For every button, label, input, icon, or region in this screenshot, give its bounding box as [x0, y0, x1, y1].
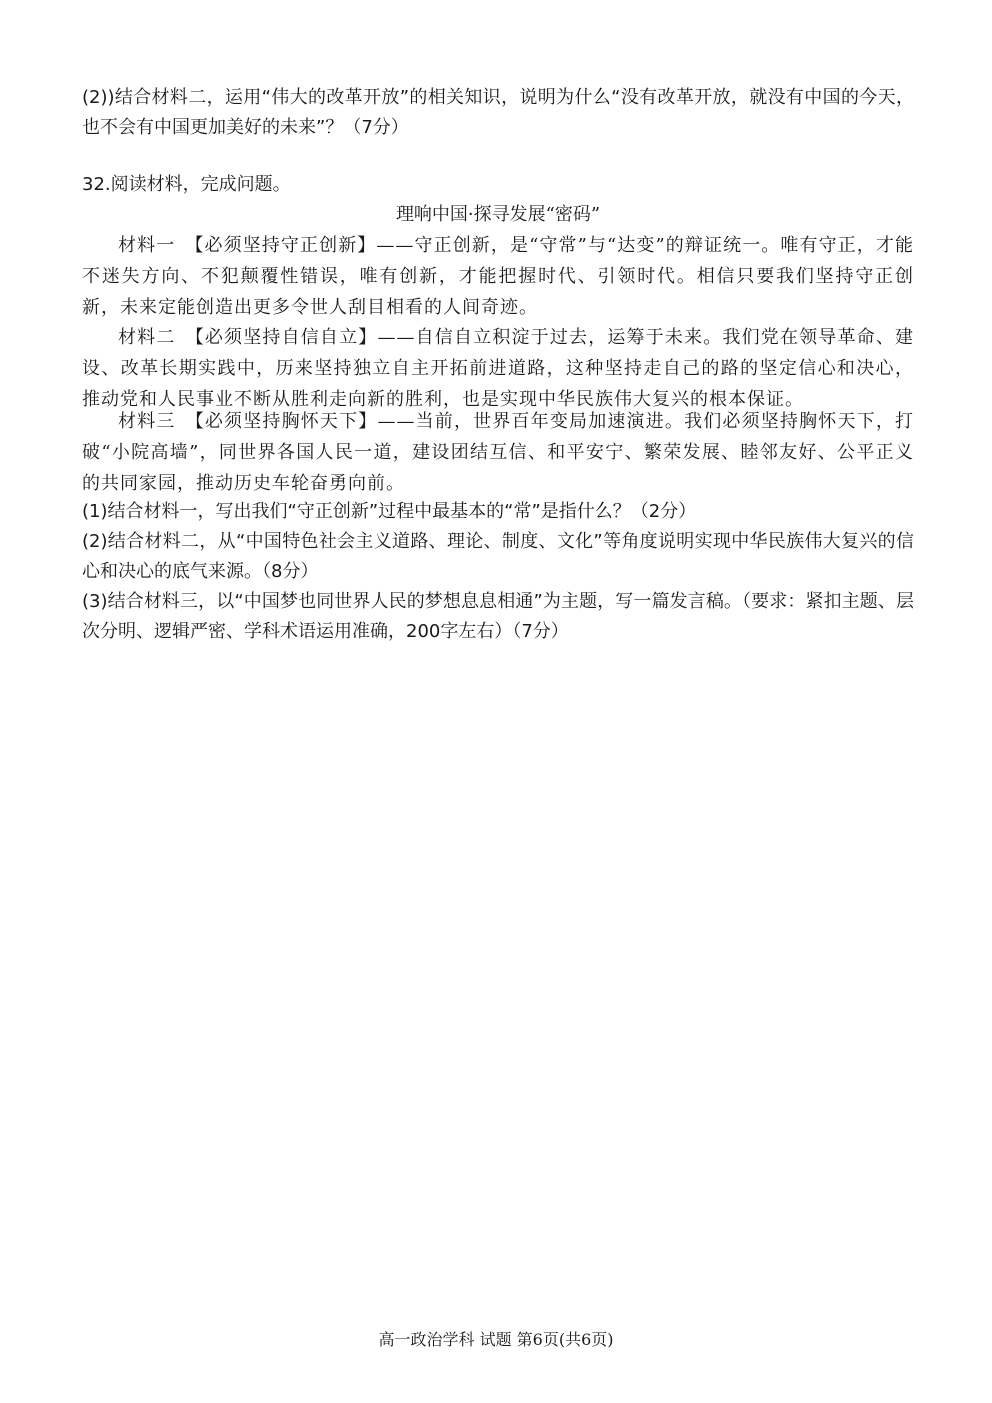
question-32-heading: 32.阅读材料，完成问题。	[82, 174, 291, 195]
sub-question-2: (2)结合材料二，从“中国特色社会主义道路、理论、制度、文化”等角度说明实现中华民族伟大复兴的信心和决心的底气来源。（8分）	[82, 531, 914, 582]
question-32-title: 理响中国·探寻发展“密码”	[395, 204, 601, 225]
material-2: 材料二 【必须坚持自信自立】——自信自立积淀于过去，运筹于未来。我们党在领导革命、建设、改革长期实践中，历来坚持独立自主开拓前进道路，这种坚持走自己的路的坚定信心和决心，推动党和人民事业不断从胜利走向新的胜利，也是实现中华民族伟大复兴的根本保证。	[82, 327, 914, 410]
material-3: 材料三 【必须坚持胸怀天下】——当前，世界百年变局加速演进。我们必须坚持胸怀天下，打破“小院高墙”，同世界各国人民一道，建设团结互信、和平安宁、繁荣发展、睦邻友好、公平正义的共同家园，推动历史车轮奋勇向前。	[82, 411, 914, 494]
prev-question-part2: (2))结合材料二，运用“伟大的改革开放”的相关知识，说明为什么“没有改革开放，就没有中国的今天，也不会有中国更加美好的未来”？（7分）	[82, 87, 914, 138]
sub-question-3: (3)结合材料三，以“中国梦也同世界人民的梦想息息相通”为主题，写一篇发言稿。（要求：紧扣主题、层次分明、逻辑严密、学科术语运用准确，200字左右）（7分）	[82, 591, 914, 642]
sub-question-1: (1)结合材料一，写出我们“守正创新”过程中最基本的“常”是指什么？（2分）	[82, 501, 697, 522]
page-footer: 高一政治学科 试题 第6页(共6页)	[378, 1330, 614, 1349]
material-1: 材料一 【必须坚持守正创新】——守正创新，是“守常”与“达变”的辩证统一。唯有守正，才能不迷失方向、不犯颠覆性错误，唯有创新，才能把握时代、引领时代。相信只要我们坚持守正创新，未来定能创造出更多令世人刮目相看的人间奇迹。	[82, 235, 914, 318]
